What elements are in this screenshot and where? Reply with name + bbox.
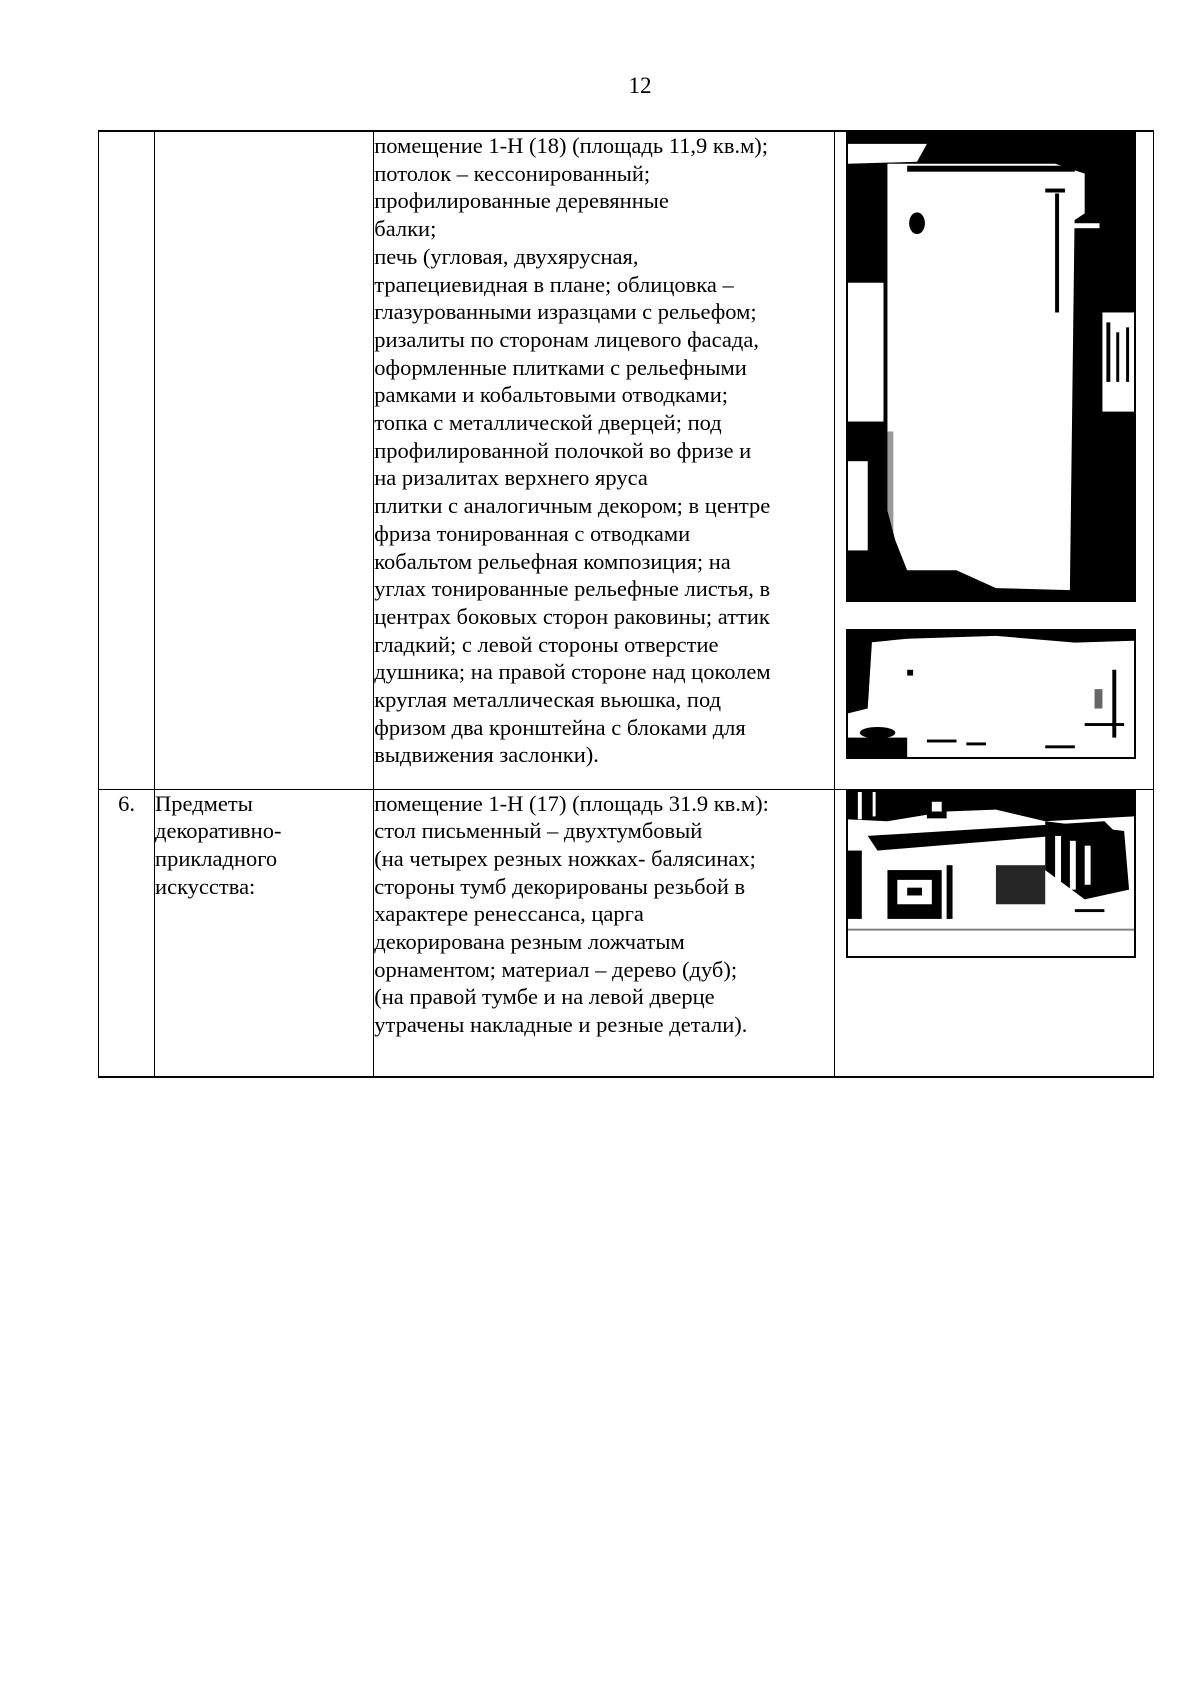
table-row: [99, 131, 1154, 789]
item-name-line: искусства:: [155, 873, 256, 899]
description-line: помещение 1-Н (17) (площадь 31.9 кв.м):: [374, 790, 769, 816]
description-line: круглая металлическая вьюшка, под: [374, 687, 722, 713]
description-line: ризалиты по сторонам лицевого фасада,: [374, 326, 759, 352]
description-line: фризом два кронштейна с блоками для: [374, 714, 746, 740]
description-line: глазурованными изразцами с рельефом;: [374, 299, 757, 325]
row-number: 6.: [118, 790, 135, 816]
photo-cell: [834, 131, 1153, 789]
description-line: утрачены накладные и резные детали).: [374, 1012, 748, 1038]
description-line: печь (угловая, двухярусная,: [374, 243, 639, 269]
description-line: профилированной полочкой во фризе и: [374, 437, 752, 463]
desk-photo: [846, 790, 1136, 958]
item-name-line: прикладного: [155, 845, 278, 871]
description-line: выдвижения заслонки).: [374, 742, 599, 768]
stove-detail-photo-image: [848, 631, 1134, 757]
stove-detail-photo: [846, 629, 1136, 759]
description-line: душника; на правой стороне над цоколем: [374, 659, 771, 685]
stove-photo-image: [848, 134, 1134, 600]
row-number-cell: [99, 131, 155, 789]
description-line: характере ренессанса, царга: [374, 901, 644, 927]
description-line: топка с металлической дверцей; под: [374, 410, 722, 436]
item-name-line: декоративно-: [155, 818, 282, 844]
description-line: на ризалитах верхнего яруса: [374, 465, 648, 491]
photo-cell: [834, 789, 1153, 1077]
desk-photo-image: [848, 792, 1134, 956]
description-line: гладкий; с левой стороны отверстие: [374, 631, 719, 657]
description-line: плитки с аналогичным декором; в центре: [374, 493, 771, 519]
stove-photo: [846, 132, 1136, 602]
table-row: [99, 789, 1154, 1077]
description-line: кобальтом рельефная композиция; на: [374, 548, 731, 574]
description-line: балки;: [374, 216, 437, 242]
description-line: помещение 1-Н (18) (площадь 11,9 кв.м);: [374, 133, 769, 158]
description-line: стороны тумб декорированы резьбой в: [374, 873, 746, 899]
description-line: трапециевидная в плане; облицовка –: [374, 271, 734, 297]
item-name-cell: [155, 131, 374, 789]
description-line: (на четырех резных ножках- балясинах;: [374, 845, 756, 871]
heritage-items-table: [98, 130, 1154, 1078]
description-line: стол письменный – двухтумбовый: [374, 818, 703, 844]
description-line: орнаментом; материал – дерево (дуб);: [374, 956, 738, 982]
description-line: потолок – кессонированный;: [374, 160, 651, 186]
description-line: углах тонированные рельефные листья, в: [374, 576, 771, 602]
page-number: 12: [628, 73, 652, 98]
item-name-cell: [155, 789, 374, 1077]
description-line: декорирована резным ложчатым: [374, 929, 685, 955]
item-description-cell: [374, 789, 834, 1077]
description-line: рамками и кобальтовыми отводками;: [374, 382, 729, 408]
description-line: центрах боковых сторон раковины; аттик: [374, 603, 770, 629]
description-line: фриза тонированная с отводками: [374, 520, 691, 546]
description-line: (на правой тумбе и на левой дверце: [374, 984, 715, 1010]
row-number-cell: [99, 789, 155, 1077]
description-line: профилированные деревянные: [374, 188, 669, 214]
item-name-line: Предметы: [155, 790, 253, 816]
description-line: оформленные плитками с рельефными: [374, 354, 747, 380]
item-description-cell: [374, 131, 834, 789]
